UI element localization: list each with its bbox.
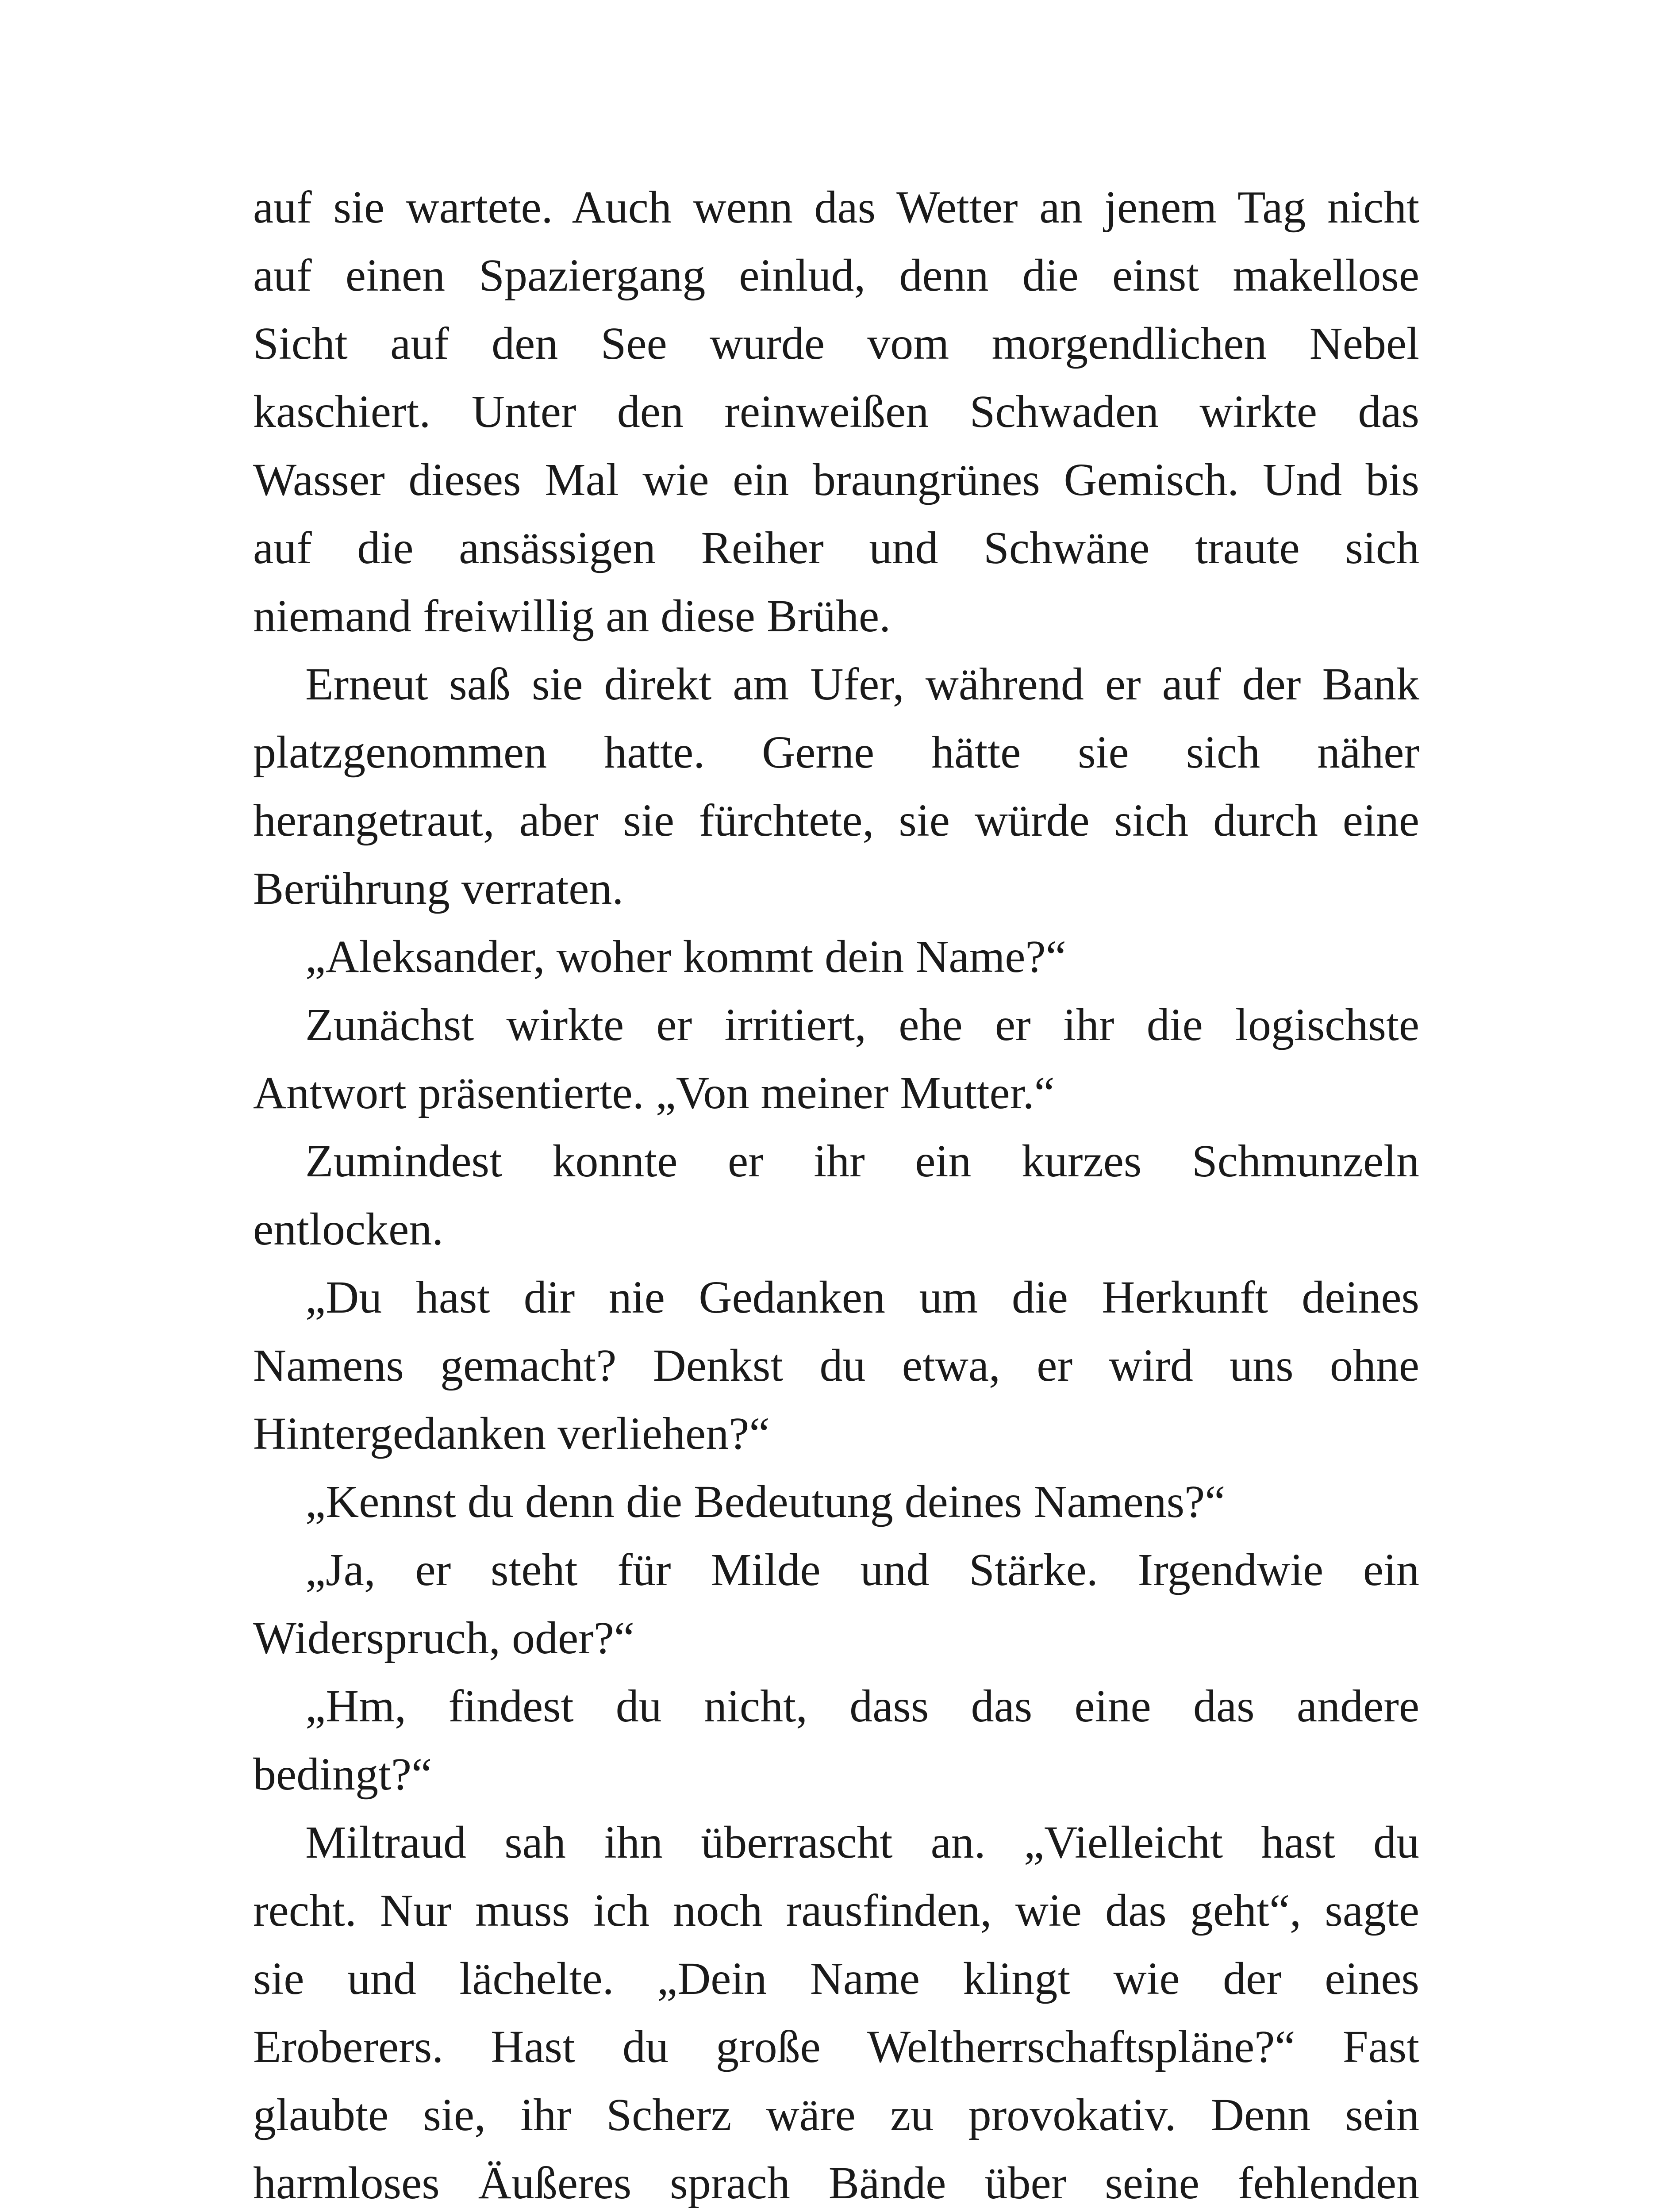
paragraph [253,923,1419,991]
text-line: sie und lächelte. „Dein Name klingt wie der eines [253,1953,1419,2004]
text-line: entlocken. [253,1204,444,1255]
text-line: Hintergedanken verliehen?“ [253,1408,770,1459]
text-line: herangetraut, aber sie fürchtete, sie würde sich durch eine [253,795,1419,846]
text-line: Widerspruch, oder?“ [253,1613,635,1663]
text-line: niemand freiwillig an diese Brühe. [253,591,891,641]
text-line: „Ja, er steht für Milde und Stärke. Irgendwie ein [305,1544,1419,1595]
text-line: Erneut saß sie direkt am Ufer, während er auf der Bank [305,659,1419,710]
book-page-body [253,173,1419,2212]
text-line: Zunächst wirkte er irritiert, ehe er ihr die logischste [305,999,1419,1050]
text-line: recht. Nur muss ich noch rausfinden, wie das geht“, sagte [253,1885,1419,1936]
text-line: „Hm, findest du nicht, dass das eine das andere [305,1681,1419,1732]
paragraph [253,173,1419,650]
text-line: Zumindest konnte er ihr ein kurzes Schmunzeln [305,1136,1419,1187]
text-line: auf die ansässigen Reiher und Schwäne traute sich [253,522,1419,573]
text-line: Antwort präsentierte. „Von meiner Mutter.“ [253,1068,1055,1118]
paragraph [253,1809,1419,2212]
text-line: Sicht auf den See wurde vom morgendlichen Nebel [253,318,1419,369]
text-line: auf sie wartete. Auch wenn das Wetter an jenem Tag nicht [253,182,1419,233]
text-line: Wasser dieses Mal wie ein braungrünes Gemisch. Und bis [253,454,1419,505]
text-line: auf einen Spaziergang einlud, denn die einst makellose [253,250,1419,301]
text-line: platzgenommen hatte. Gerne hätte sie sich näher [253,727,1419,778]
text-line: bedingt?“ [253,1749,432,1800]
paragraph [253,1672,1419,1809]
text-line: „Kennst du denn die Bedeutung deines Namens?“ [305,1476,1226,1527]
paragraph [253,991,1419,1127]
paragraph [253,650,1419,923]
text-line: „Du hast dir nie Gedanken um die Herkunft deines [305,1272,1419,1323]
paragraph [253,1536,1419,1672]
text-line: „Aleksander, woher kommt dein Name?“ [305,931,1066,982]
text-line: Berührung verraten. [253,863,624,914]
text-line: harmloses Äußeres sprach Bände über seine fehlenden [253,2158,1419,2208]
text-line: kaschiert. Unter den reinweißen Schwaden wirkte das [253,386,1419,437]
text-line: Eroberers. Hast du große Weltherrschaftspläne?“ Fast [253,2021,1419,2072]
text-line: Miltraud sah ihn überrascht an. „Vielleicht hast du [305,1817,1419,1868]
paragraph [253,1263,1419,1468]
paragraph [253,1468,1419,1536]
text-line: Namens gemacht? Denkst du etwa, er wird uns ohne [253,1340,1419,1391]
paragraph [253,1127,1419,1263]
text-line: glaubte sie, ihr Scherz wäre zu provokativ. Denn sein [253,2089,1419,2140]
